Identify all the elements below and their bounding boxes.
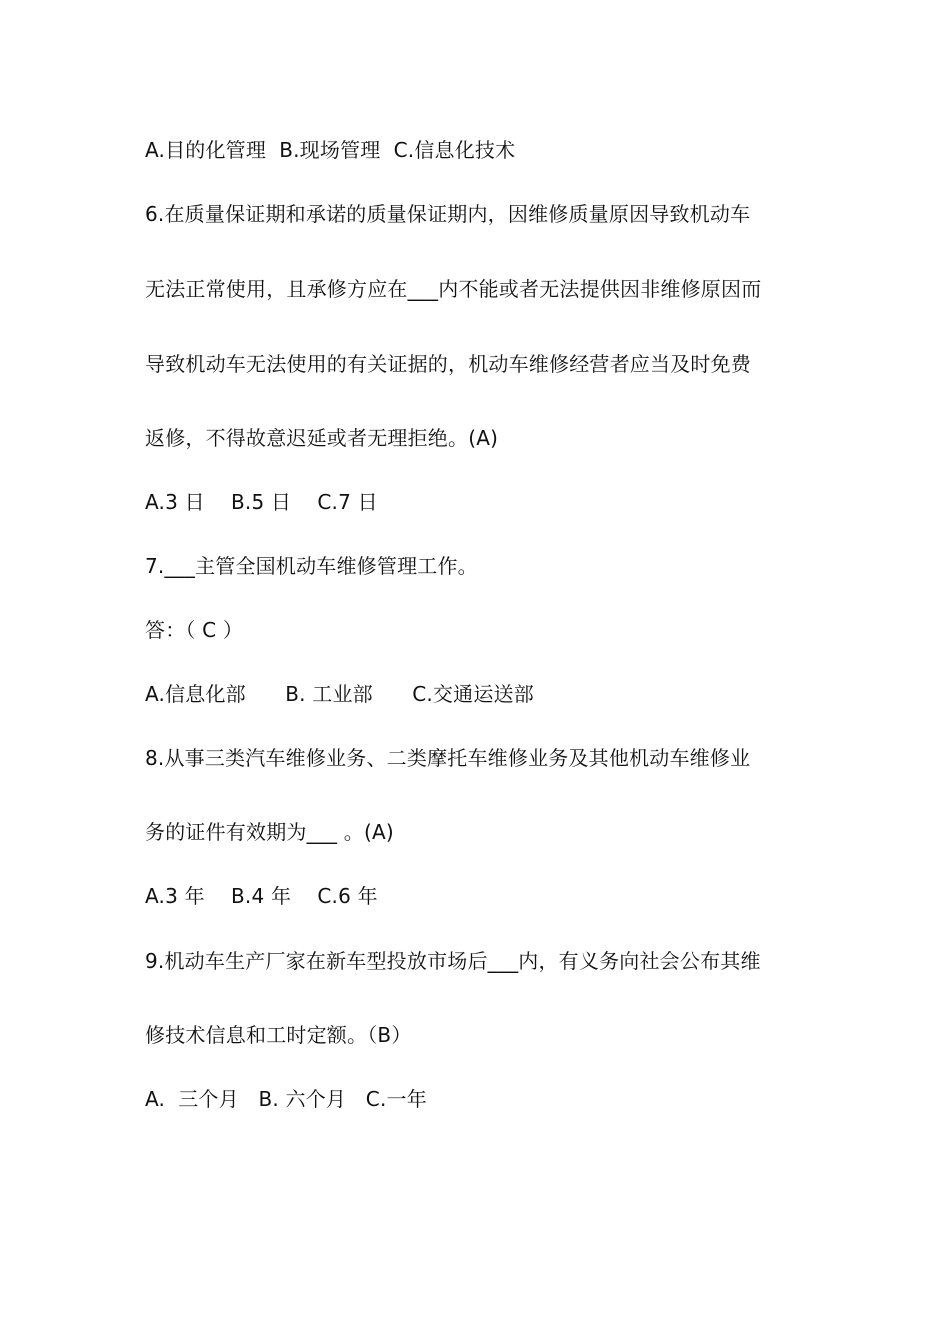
- q9-options: A. 三个月 B. 六个月 C.一年: [145, 1087, 427, 1111]
- q8-options: A.3 年 B.4 年 C.6 年: [145, 884, 378, 908]
- q9-text-line-1: 9.机动车生产厂家在新车型投放市场后___内，有义务向社会公布其维: [145, 949, 761, 973]
- q6-options: A.3 日 B.5 日 C.7 日: [145, 490, 378, 514]
- q8-text-line-1: 8.从事三类汽车维修业务、二类摩托车维修业务及其他机动车维修业: [145, 746, 751, 770]
- q9-text-line-2: 修技术信息和工时定额。（B）: [145, 1023, 412, 1047]
- q6-text-line-4: 返修，不得故意迟延或者无理拒绝。(A): [145, 426, 499, 450]
- q5-options: A.目的化管理 B.现场管理 C.信息化技术: [145, 138, 516, 162]
- q7-options: A.信息化部 B. 工业部 C.交通运送部: [145, 682, 534, 706]
- q7-answer: 答：（ C ）: [145, 618, 244, 642]
- q6-text-line-1: 6.在质量保证期和承诺的质量保证期内，因维修质量原因导致机动车: [145, 202, 751, 226]
- q6-text-line-3: 导致机动车无法使用的有关证据的，机动车维修经营者应当及时免费: [145, 352, 751, 376]
- q6-text-line-2: 无法正常使用，且承修方应在___内不能或者无法提供因非维修原因而: [145, 277, 762, 301]
- q8-text-line-2: 务的证件有效期为___ 。(A): [145, 820, 394, 844]
- q7-text: 7.___主管全国机动车维修管理工作。: [145, 554, 478, 578]
